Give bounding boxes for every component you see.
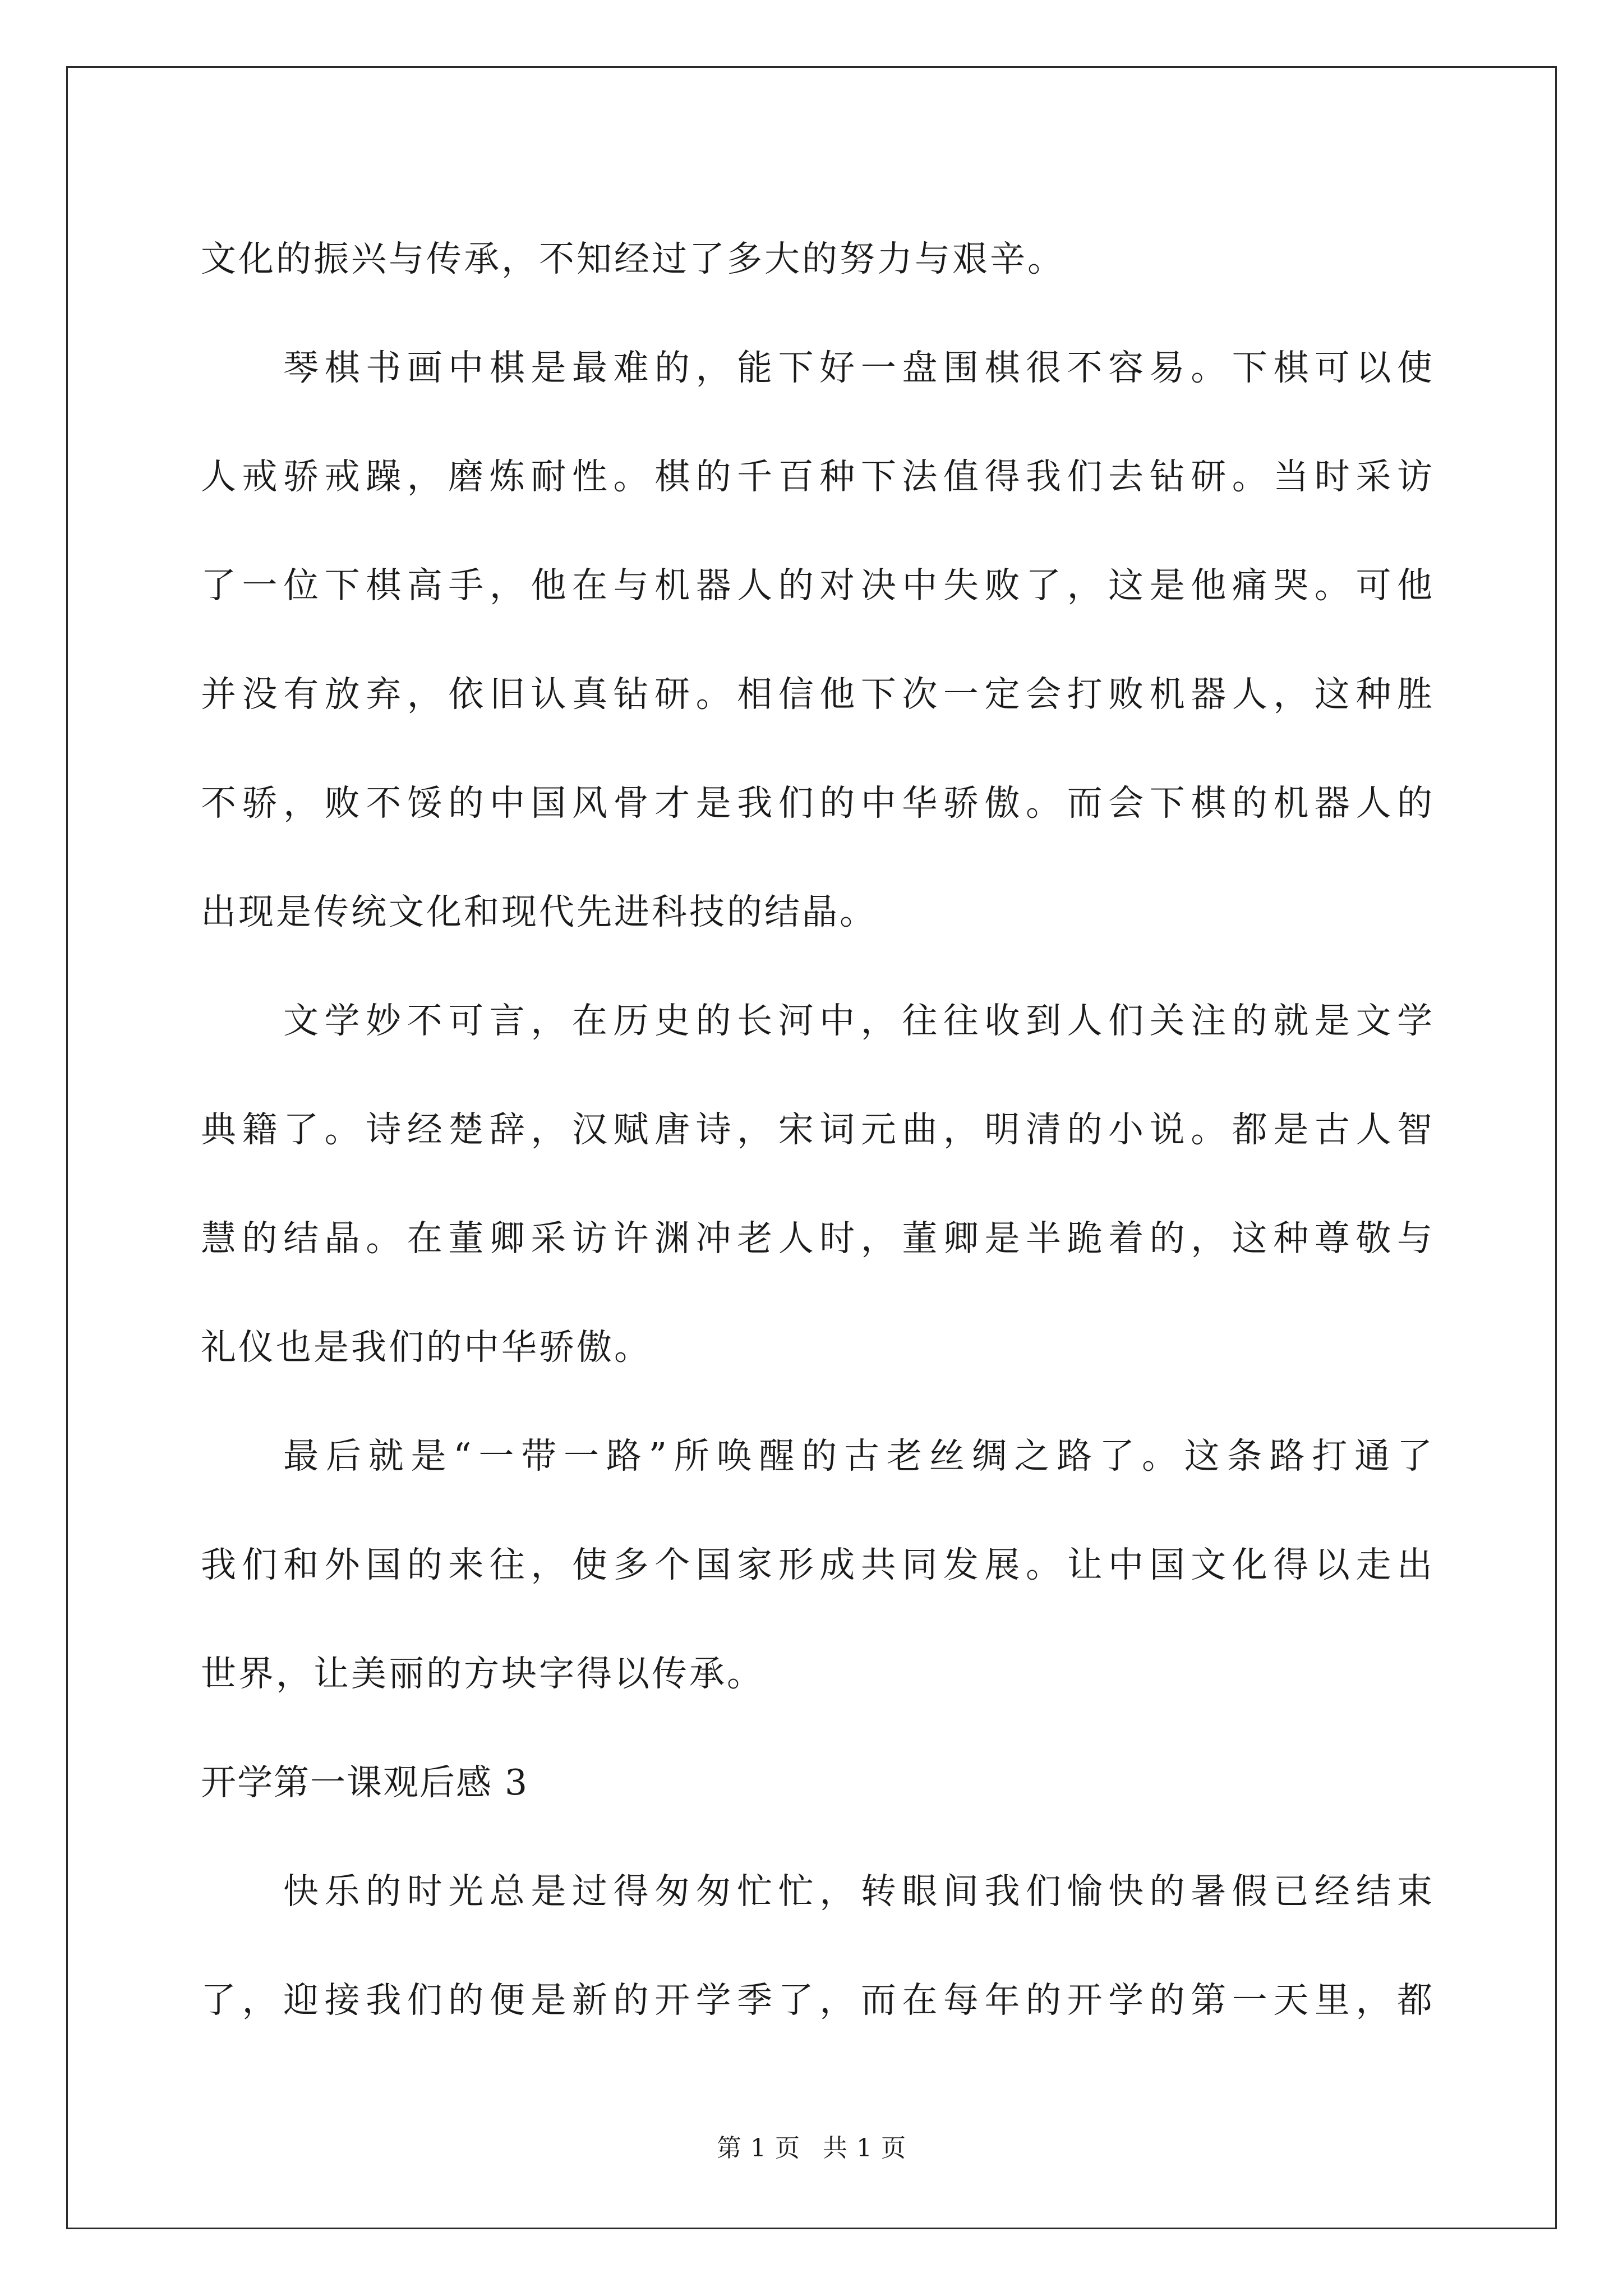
section-heading: 开学第一课观后感 3 bbox=[201, 1762, 529, 1803]
text-line: 不骄，败不馁的中国风骨才是我们的中华骄傲。而会下棋的机器人的 bbox=[201, 783, 1435, 823]
text-line: 人戒骄戒躁，磨炼耐性。棋的千百种下法值得我们去钻研。当时采访 bbox=[201, 456, 1435, 497]
text-line: 快乐的时光总是过得匆匆忙忙，转眼间我们愉快的暑假已经结束 bbox=[283, 1871, 1435, 1912]
page-total: 共 1 页 bbox=[823, 2134, 906, 2162]
text-line: 并没有放弃，依旧认真钻研。相信他下次一定会打败机器人，这种胜 bbox=[201, 674, 1435, 715]
text-line: 世界，让美丽的方块字得以传承。 bbox=[201, 1653, 764, 1694]
text-line: 最后就是“一带一路”所唤醒的古老丝绸之路了。这条路打通了 bbox=[283, 1435, 1435, 1476]
text-line: 我们和外国的来往，使多个国家形成共同发展。让中国文化得以走出 bbox=[201, 1544, 1435, 1585]
text-line: 了一位下棋高手，他在与机器人的对决中失败了，这是他痛哭。可他 bbox=[201, 565, 1435, 606]
document-body bbox=[201, 205, 1435, 2055]
text-line: 了，迎接我们的便是新的开学季了，而在每年的开学的第一天里，都 bbox=[201, 1980, 1435, 2021]
text-line: 慧的结晶。在董卿采访许渊冲老人时，董卿是半跪着的，这种尊敬与 bbox=[201, 1218, 1435, 1259]
text-line: 出现是传统文化和现代先进科技的结晶。 bbox=[201, 891, 877, 932]
text-line: 琴棋书画中棋是最难的，能下好一盘围棋很不容易。下棋可以使 bbox=[283, 347, 1435, 388]
text-line: 文化的振兴与传承，不知经过了多大的努力与艰辛。 bbox=[201, 238, 1065, 279]
text-line: 礼仪也是我们的中华骄傲。 bbox=[201, 1327, 652, 1368]
page-footer bbox=[0, 2132, 1623, 2165]
text-line: 典籍了。诗经楚辞，汉赋唐诗，宋词元曲，明清的小说。都是古人智 bbox=[201, 1109, 1435, 1150]
page-number: 第 1 页 bbox=[717, 2134, 800, 2162]
text-line: 文学妙不可言，在历史的长河中，往往收到人们关注的就是文学 bbox=[283, 1000, 1435, 1041]
